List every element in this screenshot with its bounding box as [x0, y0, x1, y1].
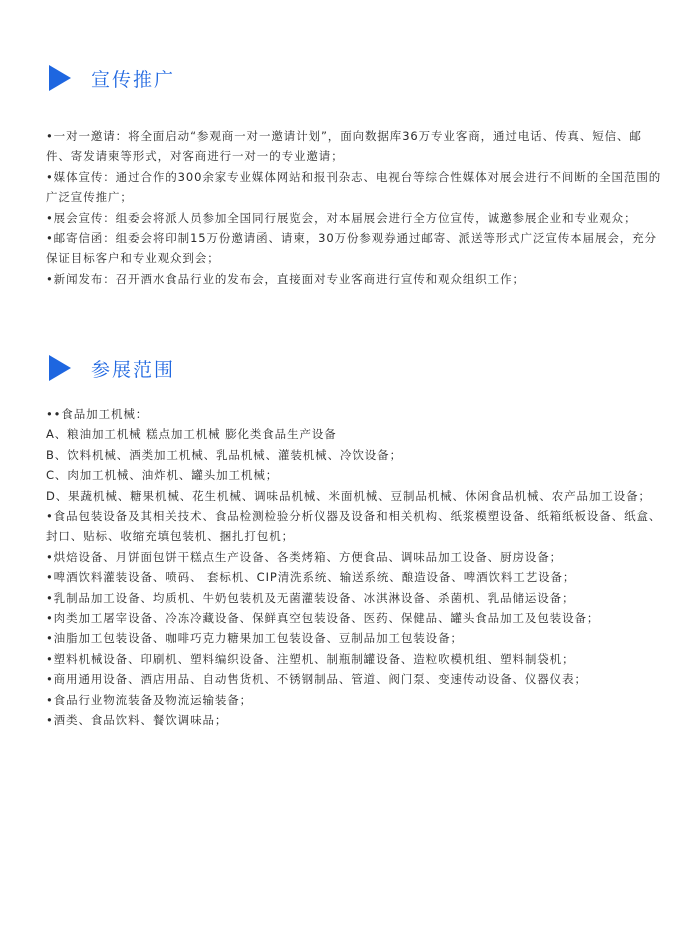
- promotion-title: 宣传推广: [91, 68, 176, 91]
- scope-item: •酒类、食品饮料、餐饮调味品；: [46, 713, 228, 728]
- promotion-item: •邮寄信函：组委会将印制15万份邀请函、请柬，30万份参观券通过邮寄、派送等形式广泛宣传本届展会，充分保证目标客户和专业观众到会；: [46, 231, 657, 266]
- scope-item: •商用通用设备、酒店用品、自动售货机、不锈钢制品、管道、阀门泵、变速传动设备、仪器仪表；: [46, 672, 587, 687]
- scope-item: D、果蔬机械、糖果机械、花生机械、调味品机械、米面机械、豆制品机械、休闲食品机械、农产品加工设备；: [46, 488, 651, 503]
- scope-body: [46, 404, 666, 731]
- promotion-item: •媒体宣传：通过合作的300余家专业媒体网站和报刊杂志、电视台等综合性媒体对展会进行不间断的全国范围的广泛宣传推广；: [46, 169, 662, 205]
- scope-heading: [46, 352, 666, 384]
- scope-item: •食品行业物流装备及物流运输装备；: [46, 692, 253, 707]
- promotion-item: •一对一邀请：将全面启动“参观商一对一邀请计划”，面向数据库36万专业客商，通过电话、传真、短信、邮件、寄发请柬等形式，对客商进行一对一的专业邀请；: [46, 129, 642, 164]
- scope-item: •食品包装设备及其相关技术、食品检测检验分析仪器及设备和相关机构、纸浆模塑设备、纸箱纸板设备、纸盒、封口、贴标、收缩充填包装机、捆扎打包机；: [46, 509, 662, 544]
- scope-item: •啤酒饮料灌装设备、喷码、 套标机、CIP清洗系统、输送系统、酿造设备、啤酒饮料工艺设备；: [46, 570, 576, 585]
- promotion-item: •新闻发布：召开酒水食品行业的发布会，直接面对专业客商进行宣传和观众组织工作；: [46, 271, 525, 286]
- scope-section: [46, 352, 666, 731]
- scope-item: C、肉加工机械、油炸机、罐头加工机械；: [46, 468, 279, 483]
- scope-item: A、粮油加工机械 糕点加工机械 膨化类食品生产设备: [46, 427, 337, 442]
- scope-item: •乳制品加工设备、均质机、牛奶包装机及无菌灌装设备、冰淇淋设备、杀菌机、乳品储运设备；: [46, 590, 575, 605]
- arrow-right-icon: [49, 355, 71, 381]
- scope-item: •肉类加工屠宰设备、冷冻冷藏设备、保鲜真空包装设备、医药、保健品、罐头食品加工及包装设备；: [46, 611, 600, 626]
- scope-item: •油脂加工包装设备、咖啡巧克力糖果加工包装设备、豆制品加工包装设备；: [46, 631, 463, 646]
- scope-item: •烘焙设备、月饼面包饼干糕点生产设备、各类烤箱、方便食品、调味品加工设备、厨房设备；: [46, 549, 563, 564]
- scope-item: B、饮料机械、酒类加工机械、乳品机械、灌装机械、冷饮设备；: [46, 447, 402, 462]
- scope-title: 参展范围: [91, 358, 176, 381]
- scope-item: •塑料机械设备、印刷机、塑料编织设备、注塑机、制瓶制罐设备、造粒吹模机组、塑料制袋机；: [46, 651, 575, 666]
- scope-item: ••食品加工机械：: [46, 407, 149, 421]
- promotion-heading: [46, 62, 666, 94]
- promotion-item: •展会宣传：组委会将派人员参加全国同行展览会，对本届展会进行全方位宣传，诚邀参展企业和专业观众；: [46, 210, 637, 225]
- promotion-section: [46, 62, 666, 289]
- arrow-right-icon: [49, 65, 71, 91]
- promotion-body: [46, 126, 666, 289]
